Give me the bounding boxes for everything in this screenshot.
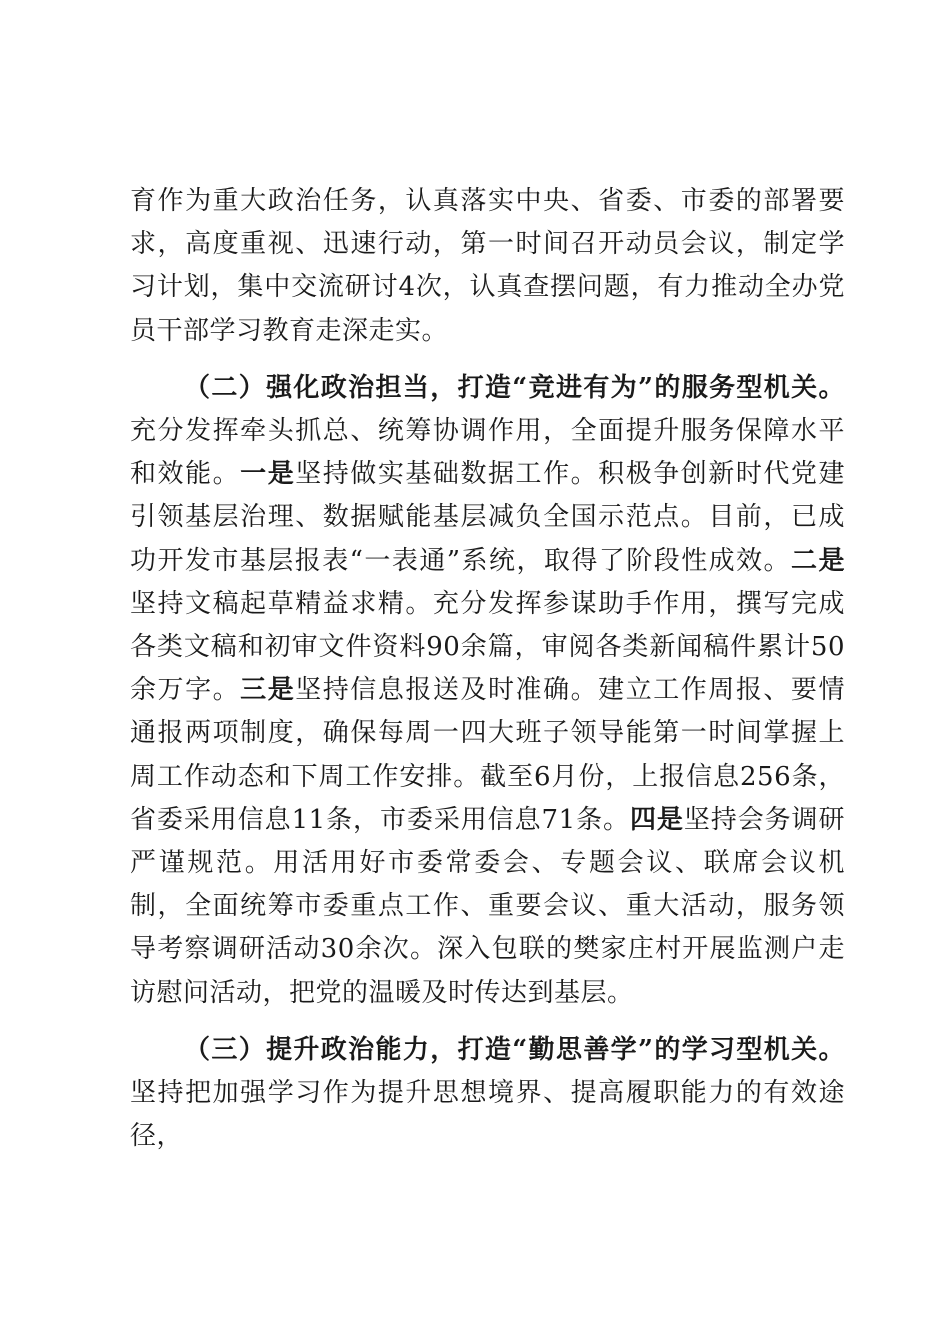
item-text-4: 坚持会务调研严谨规范。用活用好市委常委会、专题会议、联席会议机制，全面统筹市委重点工作、重要会议、重大活动，服务领导考察调研活动30余次。深入包联的樊家庄村开展监测户走访慰问活动，把党的温暖及时传达到基层。	[130, 804, 845, 1008]
section-heading-3: （三）提升政治能力，打造“勤思善学”的学习型机关。	[184, 1034, 845, 1065]
section-intro-2: 充分发挥牵头抓总、统筹协调作用，全面提升服务保障水平和效能。	[130, 416, 845, 490]
item-text-1: 坚持做实基础数据工作。积极争创新时代党建引领基层治理、数据赋能基层减负全国示范点。目前，已成功开发市基层报表“一表通”系统，取得了阶段性成效。	[130, 459, 845, 576]
paragraph-text: 育作为重大政治任务，认真落实中央、省委、市委的部署要求，高度重视、迅速行动，第一时间召开动员会议，制定学习计划，集中交流研讨4次，认真查摆问题，有力推动全办党员干部学习教育走深走实。	[130, 186, 845, 346]
section-heading-2: （二）强化政治担当，打造“竞进有为”的服务型机关。	[184, 372, 845, 403]
paragraph-section-3	[130, 1029, 845, 1159]
section-intro-3: 坚持把加强学习作为提升思想境界、提高履职能力的有效途径，	[130, 1078, 845, 1152]
paragraph-continuation	[130, 180, 845, 353]
paragraph-section-2	[130, 367, 845, 1015]
item-lead-2: 二是	[791, 545, 845, 576]
item-lead-1: 一是	[240, 459, 296, 490]
item-text-2: 坚持文稿起草精益求精。充分发挥参谋助手作用，撰写完成各类文稿和初审文件资料90余篇，审阅各类新闻稿件累计50余万字。	[130, 588, 845, 706]
document-body	[130, 180, 845, 1158]
item-lead-4: 四是	[629, 804, 684, 835]
item-lead-3: 三是	[240, 675, 296, 706]
item-text-3: 坚持信息报送及时准确。建立工作周报、要情通报两项制度，确保每周一四大班子领导能第一时间掌握上周工作动态和下周工作安排。截至6月份，上报信息256条，省委采用信息11条，市委采用信息71条。	[130, 675, 845, 835]
